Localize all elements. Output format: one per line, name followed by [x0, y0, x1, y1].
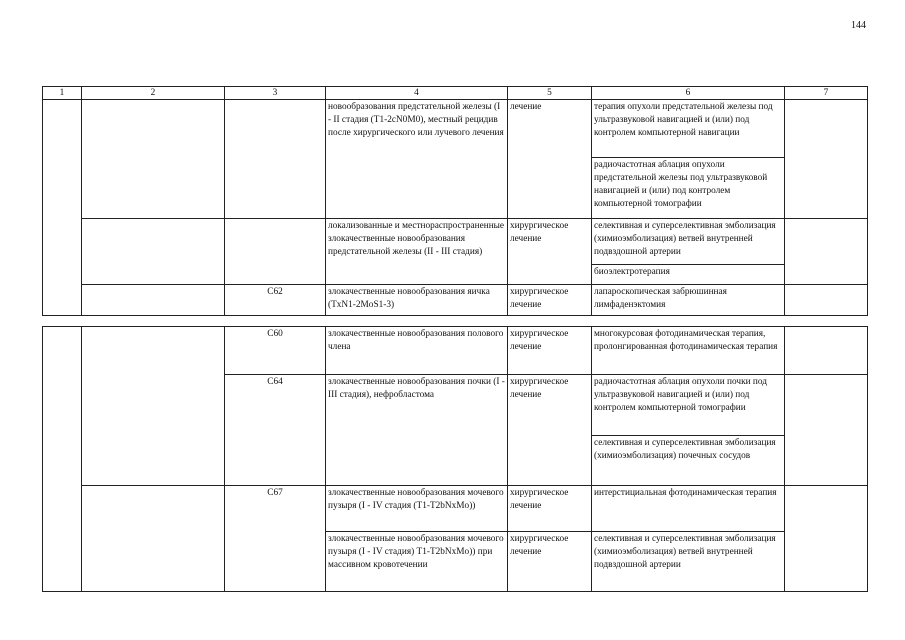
code-cell: C67 [225, 486, 326, 592]
cell-empty [82, 219, 225, 285]
cell-empty [82, 285, 225, 316]
treatment-cell: хирургическое лечение [508, 327, 592, 375]
col-header-5: 5 [508, 87, 592, 100]
diagnosis-cell: злокачественные новообразования мочевого пузыря (I - IV стадия) T1-T2bNxMo)) при массивном кровотечении [326, 532, 508, 592]
treatment-cell: хирургическое лечение [508, 375, 592, 486]
method-cell: селективная и суперселективная эмболизация (химиоэмболизация) почечных сосудов [592, 436, 785, 486]
header-row [43, 87, 868, 100]
treatment-cell: хирургическое лечение [508, 285, 592, 316]
col-header-7: 7 [785, 87, 868, 100]
code-cell: C62 [225, 285, 326, 316]
table-row [43, 285, 868, 316]
table-row [43, 486, 868, 532]
method-cell: селективная и суперселективная эмболизация (химиоэмболизация) ветвей внутренней подвздошной артерии [592, 532, 785, 592]
cell-empty [43, 100, 82, 316]
services-table-continued [42, 326, 868, 592]
col-header-1: 1 [43, 87, 82, 100]
col-header-6: 6 [592, 87, 785, 100]
diagnosis-cell: злокачественные новообразования яичка (TxN1-2MoS1-3) [326, 285, 508, 316]
table-row [43, 327, 868, 375]
method-cell: терапия опухоли предстательной железы под ультразвуковой навигацией и (или) под контролем компьютерной навигации [592, 100, 785, 158]
method-cell: биоэлектротерапия [592, 265, 785, 285]
cell-empty [82, 486, 225, 592]
code-cell: C60 [225, 327, 326, 375]
services-table [42, 86, 868, 316]
cell-empty [43, 327, 82, 592]
treatment-cell: хирургическое лечение [508, 532, 592, 592]
method-cell: селективная и суперселективная эмболизация (химиоэмболизация) ветвей внутренней подвздошной артерии [592, 219, 785, 265]
cell-empty [785, 219, 868, 285]
diagnosis-cell: злокачественные новообразования полового члена [326, 327, 508, 375]
cell-empty [82, 327, 225, 486]
col-header-3: 3 [225, 87, 326, 100]
diagnosis-cell: злокачественные новообразования мочевого пузыря (I - IV стадия (T1-T2bNxMo)) [326, 486, 508, 532]
table-row [43, 100, 868, 158]
col-header-2: 2 [82, 87, 225, 100]
cell-empty [785, 327, 868, 375]
cell-empty [82, 100, 225, 219]
col-header-4: 4 [326, 87, 508, 100]
cell-empty [225, 100, 326, 219]
method-cell: радиочастотная аблация опухоли предстательной железы под ультразвуковой навигацией и (или) под контролем компьютерной томографии [592, 158, 785, 219]
treatment-cell: лечение [508, 100, 592, 219]
diagnosis-cell: локализованные и местнораспространенные злокачественные новообразования предстательной железы (II - III стадия) [326, 219, 508, 285]
page-number: 144 [851, 20, 866, 31]
cell-empty [785, 100, 868, 219]
treatment-cell: хирургическое лечение [508, 219, 592, 285]
diagnosis-cell: новообразования предстательной железы (I - II стадия (T1-2cN0M0), местный рецидив после хирургического или лучевого лечения [326, 100, 508, 219]
method-cell: радиочастотная аблация опухоли почки под ультразвуковой навигацией и (или) под контролем компьютерной томографии [592, 375, 785, 436]
cell-empty [785, 375, 868, 486]
diagnosis-cell: злокачественные новообразования почки (I - III стадия), нефробластома [326, 375, 508, 486]
code-cell: C64 [225, 375, 326, 486]
cell-empty [785, 285, 868, 316]
cell-empty [225, 219, 326, 285]
method-cell: интерстициальная фотодинамическая терапия [592, 486, 785, 532]
table-row [43, 219, 868, 265]
method-cell: лапароскопическая забрюшинная лимфаденэктомия [592, 285, 785, 316]
method-cell: многокурсовая фотодинамическая терапия, пролонгированная фотодинамическая терапия [592, 327, 785, 375]
treatment-cell: хирургическое лечение [508, 486, 592, 532]
cell-empty [785, 486, 868, 592]
